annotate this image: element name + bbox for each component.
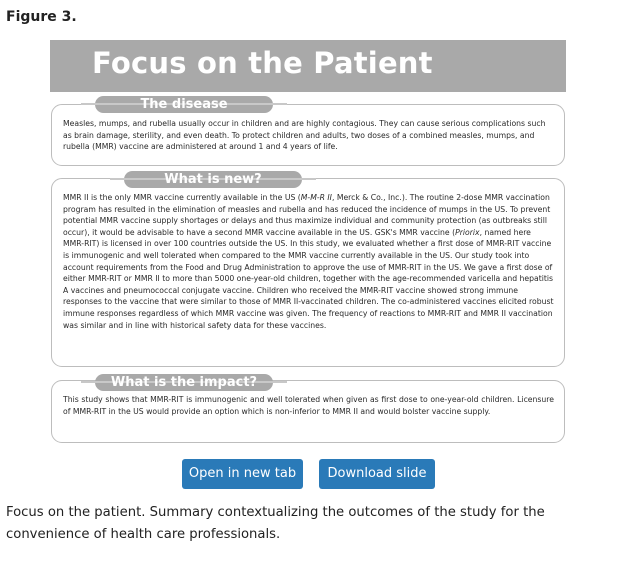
what-is-new-text xyxy=(63,192,554,331)
impact-text: This study shows that MMR-RIT is immunogenic and well tolerated when given as first dose to one-year-old children. Licensure of MMR-RIT in the US would provide an option which is non-inferior to MMR II and would bolster vaccine supply. xyxy=(63,395,554,416)
what-is-new-section xyxy=(51,178,565,367)
figure-label: Figure 3. xyxy=(6,9,77,25)
open-in-new-tab-button[interactable]: Open in new tab xyxy=(182,459,303,489)
impact-heading: What is the impact? xyxy=(95,374,273,391)
disease-section xyxy=(51,104,565,166)
slide-title: Focus on the Patient xyxy=(92,46,433,80)
what-is-new-text-part1: MMR II is the only MMR vaccine currently available in the US ( xyxy=(63,193,301,202)
what-is-new-heading: What is new? xyxy=(124,171,302,188)
figure-caption: Focus on the patient. Summary contextualizing the outcomes of the study for the convenience of health care professionals. xyxy=(6,505,545,542)
what-is-new-text-part2: , Merck & Co., Inc.). The routine 2-dose MMR vaccination program has resulted in the elimination of measles and rubella and has reduced the incidence of mumps in the US. To prevent potential MMR vaccine supply shortages or delays and thus maximize individual and community protection (as outbreaks still occur), it would be advisable to have a second MMR vaccine available in the US. GSK's MMR vaccine ( xyxy=(63,193,551,237)
what-is-new-text-italic1: M-M-R II xyxy=(300,193,332,202)
what-is-new-text-italic2: Priorix xyxy=(455,227,480,237)
what-is-new-text-part3: , named here MMR-RIT) is licensed in over 100 countries outside the US. In this study, we evaluated whether a first dose of MMR-RIT vaccine is immunogenic and well tolerated when compared to the MMR vaccine currently available in the US. Our study took into account requirements from the Food and Drug Administration to approve the use of MMR-RIT in the US. We gave a first dose of either MMR-RIT or MMR II to more than 5000 one-year-old children, together with the age-recommended varicella and hepatitis A vaccines and pneumococcal conjugate vaccine. Children who received the MMR-RIT vaccine showed strong immune responses to the vaccine that were similar to those of MMR II-vaccinated children. The co-administered vaccines elicited robust immune responses regardless of which MMR vaccine was given. The frequency of reactions to MMR-RIT and MMR II vaccination was similar and in line with historical safety data for these vaccines. xyxy=(63,227,554,330)
disease-text: Measles, mumps, and rubella usually occur in children and are highly contagious. They can cause serious complications such as brain damage, sterility, and even death. To protect children and adults, two doses of a combined measles, mumps, and rubella (MMR) vaccine are administered at around 1 and 4 years of life. xyxy=(63,119,546,152)
figure-slide-image xyxy=(50,40,566,446)
slide-title-banner xyxy=(50,40,566,92)
disease-heading: The disease xyxy=(95,96,273,113)
download-slide-button[interactable]: Download slide xyxy=(319,459,435,489)
